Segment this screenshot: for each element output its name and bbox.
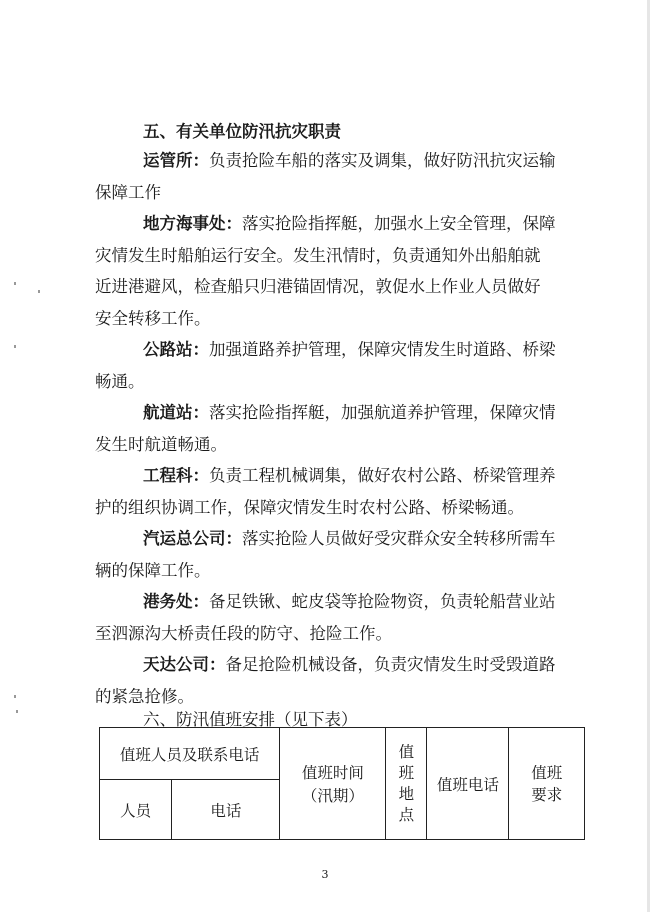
duty-paragraph-bus-company: 汽运总公司：落实抢险人员做好受灾群众安全转移所需车 辆的保障工作。 (95, 529, 556, 580)
unit-name: 航道站： (143, 403, 209, 422)
section-6-heading: 六、防汛值班安排（见下表） (143, 710, 358, 729)
unit-name: 港务处： (143, 592, 209, 611)
page-number: 3 (321, 868, 329, 881)
header-duty-location: 值班地点 (386, 728, 427, 840)
unit-name: 运管所： (143, 151, 209, 170)
unit-name: 工程科： (143, 466, 209, 485)
header-phone: 电话 (172, 780, 280, 840)
scan-speck (38, 290, 40, 293)
unit-name: 公路站： (143, 340, 209, 359)
scan-speck (14, 282, 16, 285)
section-5-heading: 五、有关单位防汛抗灾职责 (143, 122, 341, 141)
duty-paragraph-tianda: 天达公司：备足抢险机械设备，负责灾情发生时受毁道路 的紧急抢修。 (95, 655, 556, 706)
duty-paragraph-port: 港务处：备足铁锹、蛇皮袋等抢险物资，负责轮船营业站 至泗源沟大桥责任段的防守、抢险工作。 (95, 592, 556, 643)
duty-schedule-table (99, 727, 585, 840)
unit-name: 汽运总公司： (143, 529, 242, 548)
header-duty-requirements: 值班要求 (509, 728, 585, 840)
unit-name: 天达公司： (143, 655, 226, 674)
duty-paragraph-engineering: 工程科：负责工程机械调集，做好农村公路、桥梁管理养 护的组织协调工作，保障灾情发生时农村公路、桥梁畅通。 (95, 466, 556, 517)
duty-paragraph-maritime: 地方海事处：落实抢险指挥艇，加强水上安全管理，保障 灾情发生时船舶运行安全。发生汛情时，负责通知外出船舶就 近进港避风，检查船只归港锚固情况，敦促水上作业人员做好 安全转移工作。 (95, 214, 556, 328)
unit-name: 地方海事处： (143, 214, 242, 233)
header-duty-phone: 值班电话 (427, 728, 509, 840)
header-staff-contact: 值班人员及联系电话 (100, 728, 280, 780)
duty-paragraph-transport: 运管所：负责抢险车船的落实及调集，做好防汛抗灾运输 保障工作 (95, 151, 556, 202)
scan-speck (16, 710, 18, 713)
header-person: 人员 (100, 780, 172, 840)
scan-speck (14, 695, 16, 698)
duty-paragraph-waterway: 航道站：落实抢险指挥艇，加强航道养护管理，保障灾情 发生时航道畅通。 (95, 403, 556, 454)
duty-paragraph-highway: 公路站：加强道路养护管理，保障灾情发生时道路、桥梁 畅通。 (95, 340, 556, 391)
scan-speck (14, 345, 16, 348)
header-duty-time: 值班时间 （汛期） (280, 728, 386, 840)
